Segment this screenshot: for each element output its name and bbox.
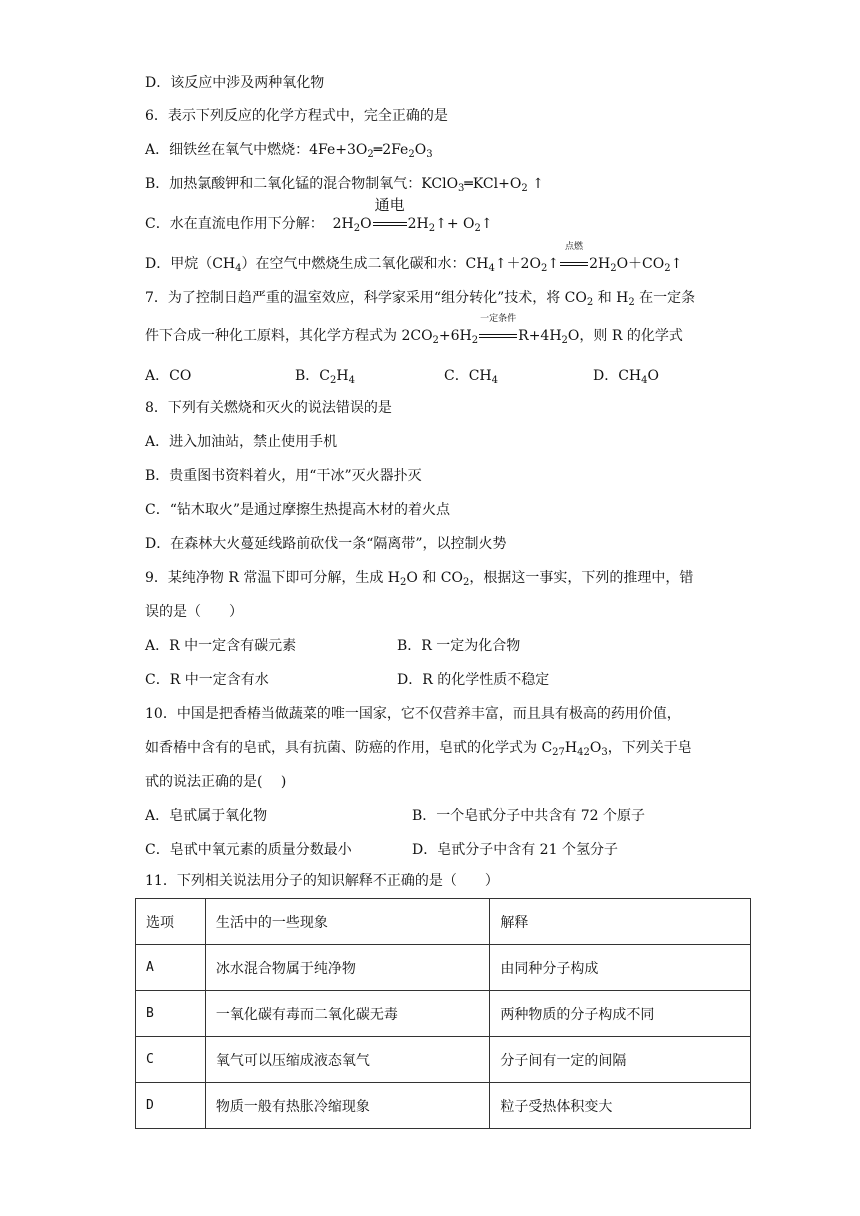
q6-stem: 6．表示下列反应的化学方程式中，完全正确的是 — [145, 108, 448, 124]
q7-stem-line1: 7．为了控制日趋严重的温室效应，科学家采用“组分转化”技术，将 $CO_2$ 和 $H_2$ 在一定条 — [145, 290, 696, 308]
q10-stem-line2: 如香椿中含有的皂甙，具有抗菌、防癌的作用，皂甙的化学式为 $C_{27}H_{42}O_3$，下列关于皂 — [145, 740, 692, 758]
table-header-row — [136, 899, 751, 945]
q11-stem: 11．下列相关说法用分子的知识解释不正确的是（ ） — [145, 873, 499, 889]
q9-option-c: C．R 中一定含有水 — [145, 672, 269, 688]
table-cell: 一氧化碳有毒而二氧化碳无毒 — [205, 991, 490, 1037]
table-cell: B — [136, 991, 206, 1037]
q9-stem-line2: 误的是（ ） — [145, 604, 243, 620]
q9-option-b: B．R 一定为化合物 — [397, 638, 521, 654]
q10-option-c: C．皂甙中氧元素的质量分数最小 — [145, 842, 352, 858]
q8-option-c: C．“钻木取火”是通过摩擦生热提高木材的着火点 — [145, 502, 451, 518]
q10-stem-line1: 10．中国是把香椿当做蔬菜的唯一国家，它不仅营养丰富，而且具有极高的药用价值， — [145, 706, 681, 722]
q7-option-a: A．CO — [145, 368, 192, 384]
q7-stem-line2: 件下合成一种化工原料，其化学方程式为 $2CO_2+6H_2$ 一定条件 $R+4H_2O$，则 R 的化学式 — [145, 314, 683, 346]
table-cell: 粒子受热体积变大 — [490, 1083, 751, 1129]
table-header-cell: 选项 — [136, 899, 206, 945]
q9-stem-line1: 9．某纯净物 R 常温下即可分解，生成 $H_2O$ 和 $CO_2$，根据这一事实，下列的推理中，错 — [145, 570, 694, 588]
q11-table — [135, 898, 751, 1129]
table-cell: 两种物质的分子构成不同 — [490, 991, 751, 1037]
q5-option-d: D．该反应中涉及两种氧化物 — [145, 75, 325, 91]
q8-stem: 8．下列有关燃烧和灭火的说法错误的是 — [145, 400, 392, 416]
reaction-condition: 一定条件 — [479, 326, 517, 346]
table-row — [136, 945, 751, 991]
table-cell: 氧气可以压缩成液态氧气 — [205, 1037, 490, 1083]
q6-option-d: D．甲烷$(CH_4)$在空气中燃烧生成二氧化碳和水：$CH_4↑+2O_2↑$ 点燃 $2H_2O+CO_2↑$ — [145, 242, 683, 274]
q6-option-b: B．加热氯酸钾和二氧化锰的混合物制氧气：$KClO_3═KCl+O_2$ ↑ — [145, 176, 544, 194]
q9-option-d: D．R 的化学性质不稳定 — [397, 672, 550, 688]
q6-option-a: A．细铁丝在氧气中燃烧：$4Fe+3O_2═2Fe_2O_3$ — [145, 142, 433, 160]
q9-option-a: A．R 中一定含有碳元素 — [145, 638, 297, 654]
table-row — [136, 1083, 751, 1129]
table-header-cell: 解释 — [490, 899, 751, 945]
table-cell: 由同种分子构成 — [490, 945, 751, 991]
q10-stem-line3: 甙的说法正确的是( ) — [145, 774, 287, 790]
q8-option-b: B．贵重图书资料着火，用“干冰”灭火器扑灭 — [145, 468, 422, 484]
table-cell: D — [136, 1083, 206, 1129]
table-row — [136, 1037, 751, 1083]
ignition-condition: 点燃 — [560, 254, 588, 274]
q8-option-a: A．进入加油站，禁止使用手机 — [145, 434, 338, 450]
q8-option-d: D．在森林大火蔓延线路前砍伐一条“隔离带”，以控制火势 — [145, 536, 507, 552]
table-cell: A — [136, 945, 206, 991]
q10-option-a: A．皂甙属于氧化物 — [145, 808, 268, 824]
table-cell: C — [136, 1037, 206, 1083]
table-cell: 物质一般有热胀冷缩现象 — [205, 1083, 490, 1129]
table-cell: 冰水混合物属于纯净物 — [205, 945, 490, 991]
q7-option-c: C．$CH_4$ — [444, 368, 499, 386]
table-row — [136, 991, 751, 1037]
q10-option-b: B．一个皂甙分子中共含有 72 个原子 — [412, 808, 646, 824]
q7-option-d: D．$CH_4O$ — [593, 368, 660, 386]
table-header-cell: 生活中的一些现象 — [205, 899, 490, 945]
q7-option-b: B．$C_2H_4$ — [295, 368, 355, 386]
q10-option-d: D．皂甙分子中含有 21 个氢分子 — [412, 842, 618, 858]
q6-option-c: C．水在直流电作用下分解： $2H_2O$ 通电 $2H_2↑+$ $O_2↑$ — [145, 196, 493, 234]
table-cell: 分子间有一定的间隔 — [490, 1037, 751, 1083]
electrolysis-condition: 通电 — [373, 214, 407, 234]
